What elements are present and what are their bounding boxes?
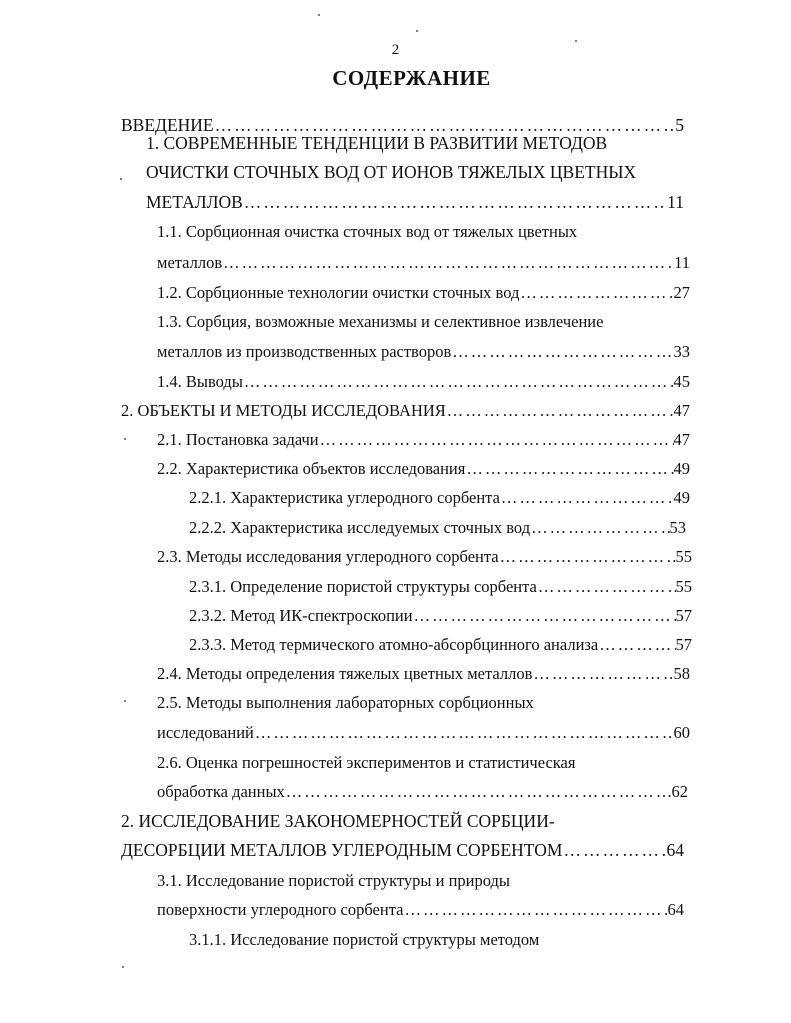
toc-entry-page: 57 (675, 606, 692, 625)
toc-entry (146, 133, 646, 153)
toc-entry-page: 64 (666, 840, 684, 860)
toc-entry-text: 1.1. Сорбционная очистка сточных вод от тяжелых цветных (157, 222, 578, 241)
toc-leader (414, 606, 676, 626)
toc-entry (157, 693, 657, 713)
toc-entry-page: 11 (674, 253, 690, 272)
toc-entry-text: 2.2. Характеристика объектов исследования (157, 459, 466, 478)
toc-entry-page: 33 (673, 342, 690, 361)
toc-leader (244, 192, 667, 212)
toc-entry (121, 401, 690, 421)
toc-entry-page: 60 (673, 723, 690, 742)
scan-speck (575, 40, 577, 42)
toc-leader (452, 342, 673, 362)
toc-entry-page: 49 (673, 459, 690, 478)
toc-leader (255, 723, 674, 743)
toc-entry-page: 62 (671, 782, 688, 801)
toc-entry (157, 342, 690, 362)
toc-entry (157, 782, 688, 802)
toc-entry-page: 55 (675, 547, 692, 566)
toc-leader (320, 430, 674, 450)
toc-entry-text: 2.3. Методы исследования углеродного сорбента (157, 547, 499, 566)
toc-entry-text: ВВЕДЕНИЕ (121, 115, 214, 135)
toc-leader (520, 283, 673, 303)
toc-leader (599, 635, 675, 655)
toc-entry-text: 2. ИССЛЕДОВАНИЕ ЗАКОНОМЕРНОСТЕЙ СОРБЦИИ- (121, 811, 555, 831)
toc-leader (466, 459, 673, 479)
toc-entry (189, 518, 686, 538)
scan-speck (122, 966, 124, 968)
toc-entry-page: 57 (675, 635, 692, 654)
toc-entry-text: 2. ОБЪЕКТЫ И МЕТОДЫ ИССЛЕДОВАНИЯ (121, 401, 446, 420)
toc-entry (157, 900, 684, 920)
toc-entry-text: ОЧИСТКИ СТОЧНЫХ ВОД ОТ ИОНОВ ТЯЖЕЛЫХ ЦВЕТНЫХ (146, 162, 637, 182)
toc-entry-text: 2.5. Методы выполнения лабораторных сорбционных (157, 693, 534, 712)
toc-entry-text: 1.2. Сорбционные технологии очистки сточных вод (157, 283, 520, 302)
toc-entry-page: 5 (675, 115, 684, 135)
toc-leader (286, 782, 672, 802)
toc-entry-text: МЕТАЛЛОВ (146, 192, 243, 212)
toc-leader (563, 840, 666, 860)
toc-entry-text: металлов из производственных растворов (157, 342, 452, 361)
toc-leader (531, 518, 669, 538)
toc-entry (146, 192, 684, 212)
toc-leader (501, 488, 674, 508)
toc-entry-page: 47 (673, 401, 690, 420)
toc-entry-page: 53 (669, 518, 686, 537)
toc-entry-text: ДЕСОРБЦИИ МЕТАЛЛОВ УГЛЕРОДНЫМ СОРБЕНТОМ (121, 840, 563, 860)
toc-entry-text: 2.6. Оценка погрешностей экспериментов и статистическая (157, 753, 576, 772)
toc-leader (223, 253, 674, 273)
toc-leader (215, 115, 676, 135)
toc-entry (157, 871, 657, 891)
toc-entry-text: 2.3.3. Метод термического атомно-абсорбцинного анализа (189, 635, 599, 654)
toc-entry (157, 753, 657, 773)
toc-entry-text: 1. СОВРЕМЕННЫЕ ТЕНДЕНЦИИ В РАЗВИТИИ МЕТОДОВ (146, 133, 608, 153)
toc-entry-text: поверхности углеродного сорбента (157, 900, 404, 919)
toc-leader (447, 401, 674, 421)
toc-entry-text: исследований (157, 723, 254, 742)
toc-entry (189, 488, 690, 508)
toc-entry-text: 2.3.2. Метод ИК-спектроскопии (189, 606, 413, 625)
toc-entry-text: 2.1. Постановка задачи (157, 430, 319, 449)
toc-entry (121, 811, 641, 831)
toc-entry (157, 664, 690, 684)
toc-entry-page: 64 (667, 900, 684, 919)
toc-entry-page: 45 (673, 372, 690, 391)
toc-entry-text: 2.2.1. Характеристика углеродного сорбента (189, 488, 500, 507)
toc-entry-text: металлов (157, 253, 223, 272)
toc-entry (189, 577, 692, 597)
toc-entry (157, 372, 690, 392)
toc-leader (404, 900, 667, 920)
toc-entry (157, 459, 690, 479)
page-title: СОДЕРЖАНИЕ (332, 66, 491, 90)
toc-entry (157, 312, 657, 332)
toc-entry (189, 635, 692, 655)
toc-entry-text: 2.2.2. Характеристика исследуемых сточных вод (189, 518, 531, 537)
toc-entry-text: 1.4. Выводы (157, 372, 243, 391)
toc-entry (189, 606, 692, 626)
toc-entry-text: 2.4. Методы определения тяжелых цветных металлов (157, 664, 533, 683)
toc-entry (157, 547, 692, 567)
toc-leader (500, 547, 676, 567)
toc-entry (189, 930, 689, 950)
toc-leader (538, 577, 676, 597)
toc-entry-page: 49 (673, 488, 690, 507)
toc-entry-text: 2.3.1. Определение пористой структуры сорбента (189, 577, 537, 596)
toc-entry-text: 3.1.1. Исследование пористой структуры методом (189, 930, 540, 949)
scan-speck (124, 438, 126, 440)
toc-entry-page: 11 (667, 192, 684, 212)
toc-entry (157, 283, 690, 303)
toc-entry (157, 430, 690, 450)
page-number: 2 (391, 42, 400, 58)
toc-entry-text: 3.1. Исследование пористой структуры и природы (157, 871, 511, 890)
toc-leader (533, 664, 673, 684)
toc-entry-page: 58 (673, 664, 690, 683)
toc-entry-page: 27 (673, 283, 690, 302)
toc-entry (157, 723, 690, 743)
toc-entry (121, 115, 684, 135)
toc-entry-text: 1.3. Сорбция, возможные механизмы и селективное извлечение (157, 312, 604, 331)
toc-entry-page: 47 (673, 430, 690, 449)
scan-speck (416, 30, 418, 32)
toc-entry-page: 55 (675, 577, 692, 596)
scan-speck (124, 700, 126, 702)
toc-leader (244, 372, 674, 392)
toc-entry (146, 162, 646, 182)
scan-speck (120, 178, 122, 180)
scan-speck (318, 14, 320, 16)
toc-entry (157, 253, 690, 273)
toc-entry-text: обработка данных (157, 782, 285, 801)
toc-entry (157, 222, 657, 242)
toc-entry (121, 840, 684, 860)
